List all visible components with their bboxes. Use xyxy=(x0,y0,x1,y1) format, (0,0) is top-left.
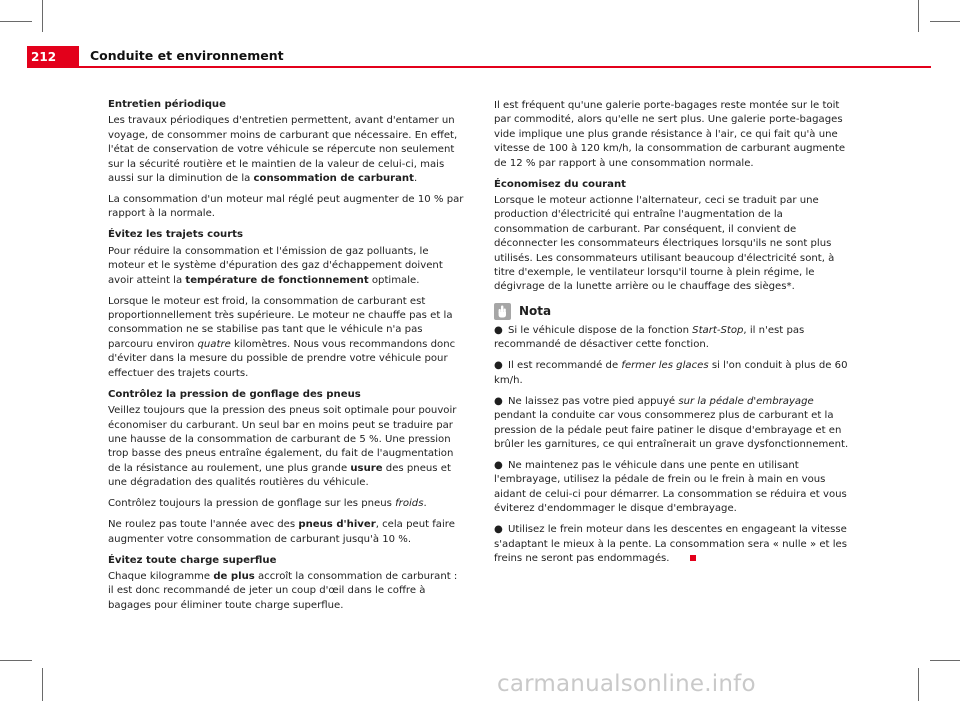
left-column xyxy=(108,98,466,620)
crop-mark xyxy=(918,668,919,701)
list-item: ● Ne maintenez pas le véhicule dans une pente en utilisant l'embrayage, utilisez la pédale de frein ou le frein à main en vous aidant de celui-ci pour démarrer. La consommation se réduira et vous éviterez d'endommager le disque d'embrayage. xyxy=(494,459,847,515)
page-title: Conduite et environnement xyxy=(90,48,284,63)
paragraph: Lorsque le moteur actionne l'alternateur, ceci se traduit par une production d'électricité qui entraîne l'augmentation de la consommation de carburant. Par conséquent, il convient de déconnecter les consommateurs électriques lorsqu'ils ne sont plus utilisés. Les consommateurs utilisant beaucoup d'électricité sont, à titre d'exemple, le ventilateur lorsqu'il tourne à plein régime, le dégivrage de la lunette arrière ou le chauffage des sièges*. xyxy=(494,195,835,293)
list-item: ● Si le véhicule dispose de la fonction Start-Stop, il n'est pas recommandé de désactiver cette fonction. xyxy=(494,324,805,351)
section-heading: Entretien périodique xyxy=(108,99,226,110)
nota-header xyxy=(494,303,854,320)
crop-mark xyxy=(0,21,32,22)
section-heading: Contrôlez la pression de gonflage des pneus xyxy=(108,388,361,400)
paragraph: Contrôlez toujours la pression de gonflage sur les pneus froids. xyxy=(108,498,427,510)
paragraph: Les travaux périodiques d'entretien permettent, avant d'entamer un voyage, de consommer moins de carburant que nécessaire. En effet, l'état de conservation de votre véhicule se répercute non seulement sur la sécurité routière et le maintien de la valeur de celui-ci, mais aussi sur la diminution de la consommation de carburant. xyxy=(108,115,458,185)
section-heading: Évitez toute charge superflue xyxy=(108,554,277,566)
crop-mark xyxy=(0,660,32,661)
paragraph: Pour réduire la consommation et l'émission de gaz polluants, le moteur et le système d'épuration des gaz d'échappement doivent avoir atteint la température de fonctionnement optimale. xyxy=(108,245,443,286)
header-rule xyxy=(79,66,931,68)
list-item: ● Ne laissez pas votre pied appuyé sur la pédale d'embrayage pendant la conduite car vous consommerez plus de carburant et la pression de la pédale peut faire patiner le disque d'embrayage et en brûler les garnitures, ce qui entraînerait un grave dysfonctionnement. xyxy=(494,395,849,450)
paragraph: Il est fréquent qu'une galerie porte-bagages reste montée sur le toit par commodité, alors qu'elle ne sert plus. Une galerie porte-bagages vide implique une plus grande résistance à l'air, ce qui fait qu'à une vitesse de 100 à 120 km/h, la consommation de carburant augmente de 12 % par rapport à une consommation normale. xyxy=(494,100,846,169)
crop-mark xyxy=(42,668,43,701)
end-square-icon xyxy=(690,555,696,561)
nota-title: Nota xyxy=(519,304,552,319)
paragraph: Chaque kilogramme de plus accroît la consommation de carburant : il est donc recommandé de jeter un coup d'œil dans le coffre à bagages pour éliminer toute charge superflue. xyxy=(108,570,458,611)
page-number: 212 xyxy=(27,46,79,68)
list-item: ● Utilisez le frein moteur dans les descentes en engageant la vitesse s'adaptant le mieux à la pente. La consommation sera « nulle » et les freins ne seront pas endommagés. xyxy=(494,524,847,564)
list-item: ● Il est recommandé de fermer les glaces si l'on conduit à plus de 60 km/h. xyxy=(494,360,848,386)
paragraph: Lorsque le moteur est froid, la consommation de carburant est proportionnellement très supérieure. Le moteur ne chauffe pas et la consommation ne se stabilise pas tant que le véhicule n'a pas parcouru environ quatre kilomètres. Nous vous recommandons donc d'éviter dans la mesure du possible de prendre votre véhicule pour effectuer des trajets courts. xyxy=(108,295,456,379)
crop-mark xyxy=(930,21,960,22)
hand-pointer-icon xyxy=(494,303,511,320)
section-heading: Évitez les trajets courts xyxy=(108,229,244,241)
watermark: carmanualsonline.info xyxy=(497,671,756,697)
paragraph: Ne roulez pas toute l'année avec des pneus d'hiver, cela peut faire augmenter votre consommation de carburant jusqu'à 10 %. xyxy=(108,519,455,545)
section-heading: Économisez du courant xyxy=(494,178,626,190)
crop-mark xyxy=(42,0,43,32)
paragraph: La consommation d'un moteur mal réglé peut augmenter de 10 % par rapport à la normale. xyxy=(108,194,464,220)
crop-mark xyxy=(930,660,960,661)
paragraph: Veillez toujours que la pression des pneus soit optimale pour pouvoir économiser du carburant. Un seul bar en moins peut se traduire par une hausse de la consommation de carburant de 5 %. Une pression trop basse des pneus entraîne également, du fait de l'augmentation de la résistance au roulement, une plus grande usure des pneus et une dégradation des qualités routières du véhicule. xyxy=(108,405,457,489)
right-column xyxy=(494,99,854,573)
crop-mark xyxy=(918,0,919,32)
